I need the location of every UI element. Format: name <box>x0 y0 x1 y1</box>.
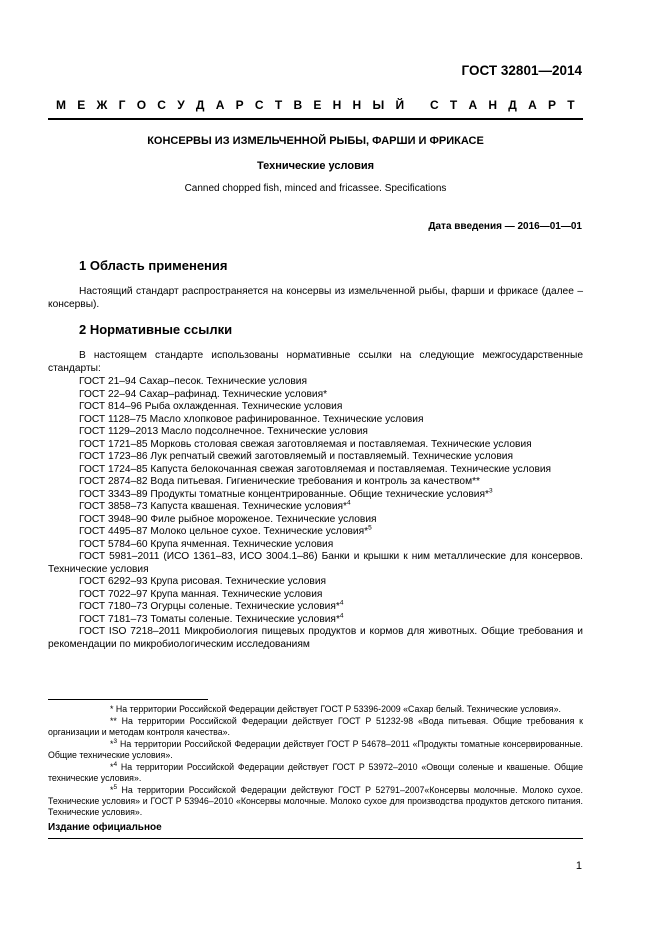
reference-item <box>48 451 583 464</box>
reference-text: ГОСТ 7181–73 Томаты соленые. Технические условия <box>79 613 336 625</box>
standard-type-letter: Ы <box>372 98 385 112</box>
reference-item <box>48 376 583 389</box>
standard-type-letter: А <box>215 98 225 112</box>
standard-type-letter: С <box>157 98 166 112</box>
document-subtitle: Технические условия <box>256 160 375 172</box>
footnote <box>48 739 583 761</box>
reference-text: ГОСТ 814–96 Рыба охлажденная. Технические условия <box>79 401 343 412</box>
reference-text: ГОСТ 1129–2013 Масло подсолнечное. Технические условия <box>79 426 368 437</box>
standard-type-letter: М <box>56 98 66 112</box>
standard-type-letter: Н <box>488 98 498 112</box>
standard-type-letter: Г <box>118 98 126 112</box>
reference-item <box>48 414 583 427</box>
bottom-rule <box>48 838 583 839</box>
reference-item <box>48 526 583 539</box>
section-2-intro <box>48 350 583 375</box>
footnote <box>48 716 583 738</box>
edition-label: Издание официальное <box>48 822 162 833</box>
standard-type-letter: Ж <box>96 98 108 112</box>
standard-type-letter: Т <box>449 98 458 112</box>
section-1-paragraph: Настоящий стандарт распространяется на консервы из измельченной рыбы, фарши и фрикасе (далее – консервы). <box>48 286 583 310</box>
footnote-reference-mark: * <box>323 388 328 400</box>
footnote-text: На территории Российской Федерации действует ГОСТ Р 53396-2009 «Сахар белый. Технические условия». <box>113 704 561 714</box>
footnote-mark: *$^4$ <box>110 761 118 772</box>
reference-text: ГОСТ 6292–93 Крупа рисовая. Технические условия <box>79 576 327 587</box>
footnote-mark: * <box>110 704 114 714</box>
section-1-text <box>48 286 583 311</box>
reference-text: ГОСТ 4495–87 Молоко цельное сухое. Технические условия <box>79 526 365 537</box>
standard-type-letter: Е <box>77 98 86 112</box>
reference-item <box>48 464 583 477</box>
reference-text: ГОСТ 7180–73 Огурцы соленые. Технические условия <box>79 601 336 612</box>
standard-type-letter <box>415 98 418 112</box>
reference-item <box>48 514 583 527</box>
standard-type-letter: Т <box>274 98 283 112</box>
top-rule <box>48 118 583 120</box>
standard-type-letter: Д <box>508 98 517 112</box>
standard-type-letter: С <box>429 98 439 112</box>
footnote-mark: *$^3$ <box>110 738 118 749</box>
reference-text: ГОСТ 3858–73 Капуста квашеная. Технические условия <box>79 501 344 512</box>
reference-item <box>48 401 583 414</box>
reference-item <box>48 439 583 452</box>
standard-type-letter: В <box>293 98 303 112</box>
footnote <box>48 785 583 818</box>
footnote-reference-mark: *$^3$ <box>485 487 493 500</box>
footnote-mark: ** <box>110 716 117 726</box>
footnote-text: На территории Российской Федерации действует ГОСТ Р 53972–2010 «Овощи соленые и квашеные. Общие технические условия». <box>48 762 583 783</box>
reference-item <box>48 576 583 589</box>
footnotes <box>48 704 583 819</box>
footnote-reference-mark: *$^4$ <box>335 599 344 612</box>
standard-type-letter: А <box>468 98 478 112</box>
footnote-mark: *$^5$ <box>110 784 118 795</box>
reference-text: ГОСТ 5784–60 Крупа ячменная. Технические условия <box>79 538 334 550</box>
section-2-intro-paragraph: В настоящем стандарте использованы нормативные ссылки на следующие межгосударственные стандарты: <box>48 350 583 374</box>
introduction-date: Дата введения — 2016—01—01 <box>428 221 582 232</box>
reference-item <box>48 389 583 402</box>
footnote-rule <box>48 699 208 700</box>
reference-item <box>48 426 583 439</box>
reference-text: ГОСТ 21–94 Сахар–песок. Технические условия <box>79 376 308 387</box>
footnote-text: На территории Российской Федерации действует ГОСТ Р 51232-98 «Вода питьевая. Общие требования к организации и методам контроля качества». <box>48 716 583 737</box>
footnote-reference-mark: *$^5$ <box>364 524 372 537</box>
reference-item <box>48 551 583 576</box>
standard-type-letter: Н <box>352 98 362 112</box>
standard-type-letter: Д <box>195 98 205 112</box>
reference-text: ГОСТ 2874–82 Вода питьевая. Гигиенические требования и контроль за качеством <box>79 476 473 487</box>
gost-code: ГОСТ 32801—2014 <box>461 63 582 78</box>
standard-type-letter: С <box>254 98 264 112</box>
document-english-title: Canned chopped fish, minced and fricassee. Specifications <box>184 183 447 194</box>
reference-text: ГОСТ 1723–86 Лук репчатый свежий заготовляемый и поставляемый. Технические условия <box>79 451 513 462</box>
reference-text: ГОСТ 1724–85 Капуста белокочанная свежая заготовляемая и поставляемая. Технические условия <box>79 463 552 475</box>
reference-text: ГОСТ 1128–75 Масло хлопковое рафинированное. Технические условия <box>79 413 424 425</box>
reference-item <box>48 476 583 489</box>
reference-item <box>48 589 583 602</box>
standard-type-letter: Е <box>313 98 322 112</box>
section-1-heading: 1 Область применения <box>79 258 228 273</box>
standard-type-letter: Р <box>548 98 557 112</box>
footnote <box>48 704 583 715</box>
reference-text: ГОСТ 3948–90 Филе рыбное мороженое. Технические условия <box>79 513 377 525</box>
reference-item <box>48 601 583 614</box>
standard-type-letter: У <box>177 98 185 112</box>
reference-text: ГОСТ 3343–89 Продукты томатные концентрированные. Общие технические условия <box>79 488 486 500</box>
reference-text: ГОСТ 22–94 Сахар–рафинад. Технические условия <box>79 388 324 400</box>
standard-type-letter: Н <box>332 98 342 112</box>
reference-item <box>48 614 583 627</box>
reference-item <box>48 501 583 514</box>
reference-text: ГОСТ 5981–2011 (ИСО 1361–83, ИСО 3004.1–86) Банки и крышки к ним металлические для консервов. Технические условия <box>48 551 583 575</box>
standard-type-letter: О <box>136 98 147 112</box>
footnote-reference-mark: *$^4$ <box>335 612 344 625</box>
reference-item <box>48 626 583 651</box>
footnote-reference-mark: ** <box>472 476 481 487</box>
footnote <box>48 762 583 784</box>
standard-type-letter: Й <box>395 98 405 112</box>
standard-type-letter: Р <box>235 98 244 112</box>
reference-text: ГОСТ 1721–85 Морковь столовая свежая заготовляемая и поставляемая. Технические условия <box>79 438 532 450</box>
section-2-heading: 2 Нормативные ссылки <box>79 322 233 337</box>
footnote-reference-mark: *$^4$ <box>343 499 351 512</box>
standard-type-letter: Т <box>567 98 575 112</box>
standard-type-heading <box>56 98 575 112</box>
standard-type-letter: А <box>528 98 537 112</box>
page-number: 1 <box>575 860 582 872</box>
reference-text: ГОСТ 7022–97 Крупа манная. Технические условия <box>79 588 323 600</box>
reference-item <box>48 489 583 502</box>
footnote-text: На территории Российской Федерации действуют ГОСТ Р 52791–2007«Консервы молочные. Молоко сухое. Технические условия» и ГОСТ Р 53946–2010 «Консервы молочные. Молоко сухое для производства продуктов детского питания. Технические условия». <box>48 785 583 817</box>
reference-text: ГОСТ ISO 7218–2011 Микробиология пищевых продуктов и кормов для животных. Общие требования и рекомендации по микробиологическим исследованиям <box>48 626 583 650</box>
normative-references-list <box>48 376 583 651</box>
document-title: КОНСЕРВЫ ИЗ ИЗМЕЛЬЧЕННОЙ РЫБЫ, ФАРШИ И ФРИКАСЕ <box>147 135 484 147</box>
reference-item <box>48 539 583 552</box>
footnote-text: На территории Российской Федерации действует ГОСТ Р 54678–2011 «Продукты томатные консервированные. Общие технические условия». <box>48 739 583 760</box>
